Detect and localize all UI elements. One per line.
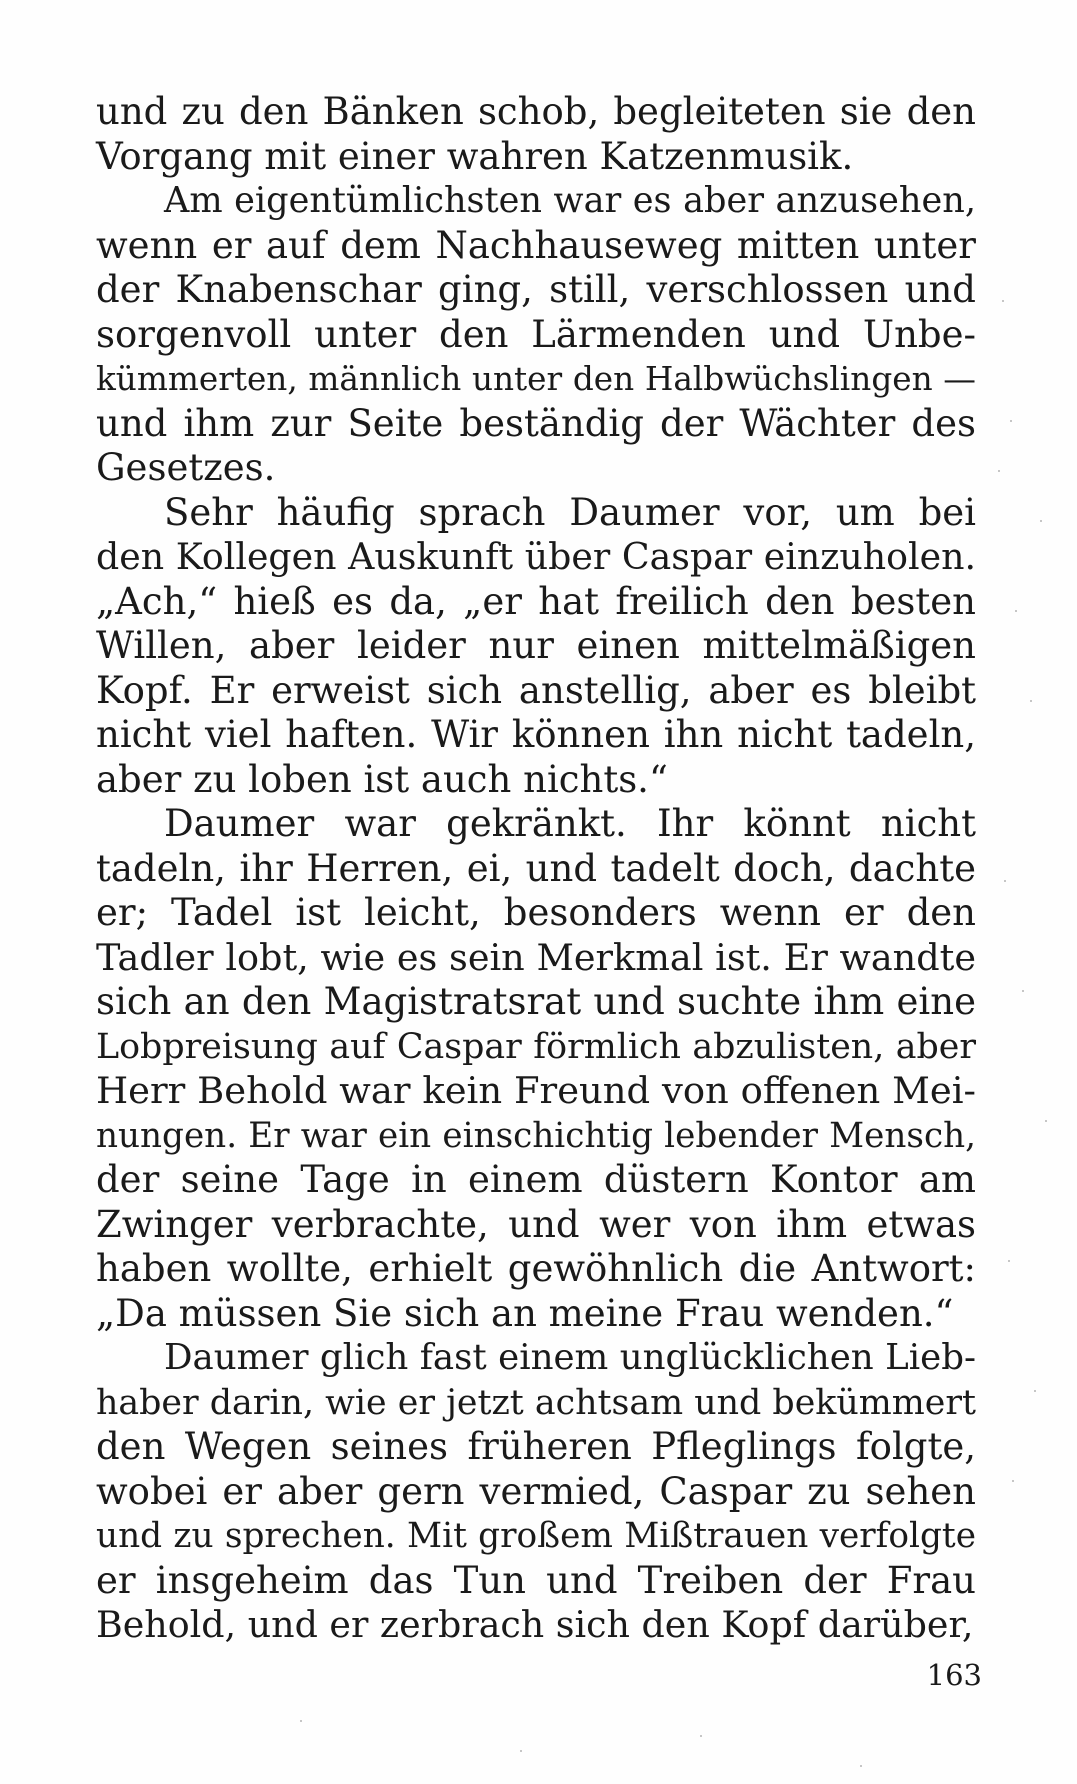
text-line: haben wollte, erhielt gewöhnlich die Antwort:	[96, 1247, 976, 1290]
text-line: der seine Tage in einem düstern Kontor am	[96, 1158, 976, 1201]
text-line: Willen, aber leider nur einen mittelmäßigen	[96, 624, 976, 667]
page-number: 163	[926, 1658, 982, 1692]
text-line: er insgeheim das Tun und Treiben der Frau	[96, 1558, 976, 1602]
text-line: aber zu loben ist auch nichts.“	[96, 757, 668, 801]
body-text	[96, 90, 976, 1648]
text-line: der Knabenschar ging, still, verschlossen und	[96, 268, 976, 311]
paper-speckle	[998, 470, 1000, 472]
text-line: den Kollegen Auskunft über Caspar einzuholen.	[96, 535, 976, 578]
paper-speckle	[1008, 1260, 1010, 1262]
text-line: Gesetzes.	[96, 446, 276, 489]
text-line: nicht viel haften. Wir können ihn nicht tadeln,	[96, 713, 976, 756]
paper-speckle	[1034, 1390, 1036, 1392]
text-line: Daumer war gekränkt. Ihr könnt nicht	[164, 802, 976, 845]
text-line: haber darin, wie er jetzt achtsam und bekümmert	[96, 1382, 976, 1423]
text-line: Lobpreisung auf Caspar förmlich abzulisten, aber	[96, 1026, 976, 1067]
paper-speckle	[1012, 1480, 1014, 1482]
text-line: und zu den Bänken schob, begleiteten sie den	[96, 90, 976, 133]
paper-speckle	[1004, 880, 1006, 882]
text-line: kümmerten, männlich unter den Halbwüchslingen —	[96, 360, 976, 398]
paper-speckle	[1040, 520, 1042, 522]
text-line: und ihm zur Seite beständig der Wächter des	[96, 401, 976, 445]
text-line: Behold, und er zerbrach sich den Kopf darüber,	[96, 1603, 974, 1646]
paper-speckle	[1010, 420, 1012, 422]
text-line: Daumer glich fast einem unglücklichen Lieb-	[164, 1337, 976, 1378]
text-line: Am eigentümlichsten war es aber anzusehen,	[164, 180, 976, 221]
text-line: und zu sprechen. Mit großem Mißtrauen verfolgte	[96, 1516, 976, 1556]
paper-speckle	[860, 1765, 862, 1767]
text-line: sorgenvoll unter den Lärmenden und Unbe-	[96, 312, 976, 356]
text-line: Herr Behold war kein Freund von offenen Mei-	[96, 1069, 976, 1112]
text-line: wobei er aber gern vermied, Caspar zu sehen	[96, 1469, 976, 1513]
text-line: Sehr häufig sprach Daumer vor, um bei	[164, 490, 976, 534]
text-line: nungen. Er war ein einschichtig lebender Mensch,	[96, 1115, 976, 1156]
text-line: „Da müssen Sie sich an meine Frau wenden.“	[96, 1291, 954, 1335]
paper-speckle	[300, 1720, 302, 1722]
text-line: Vorgang mit einer wahren Katzenmusik.	[96, 134, 854, 178]
text-line: tadeln, ihr Herren, ei, und tadelt doch, dachte	[96, 846, 976, 890]
text-line: Zwinger verbrachte, und wer von ihm etwas	[96, 1202, 976, 1246]
paper-speckle	[1030, 700, 1032, 702]
text-line: sich an den Magistratsrat und suchte ihm eine	[96, 980, 976, 1023]
text-line: Kopf. Er erweist sich anstellig, aber es bleibt	[96, 668, 976, 712]
text-line: „Ach,“ hieß es da, „er hat freilich den besten	[96, 579, 976, 623]
text-line: er; Tadel ist leicht, besonders wenn er den	[96, 891, 976, 934]
paper-speckle	[1022, 990, 1024, 992]
paper-speckle	[1002, 300, 1004, 302]
text-line: den Wegen seines früheren Pfleglings folgte,	[96, 1425, 976, 1468]
text-line: wenn er auf dem Nachhauseweg mitten unter	[96, 223, 976, 267]
text-line: Tadler lobt, wie es sein Merkmal ist. Er wandte	[96, 935, 976, 979]
paper-speckle	[520, 1750, 522, 1752]
paper-speckle	[700, 1735, 702, 1737]
paper-speckle	[1015, 610, 1017, 612]
paper-speckle	[1045, 1120, 1047, 1122]
